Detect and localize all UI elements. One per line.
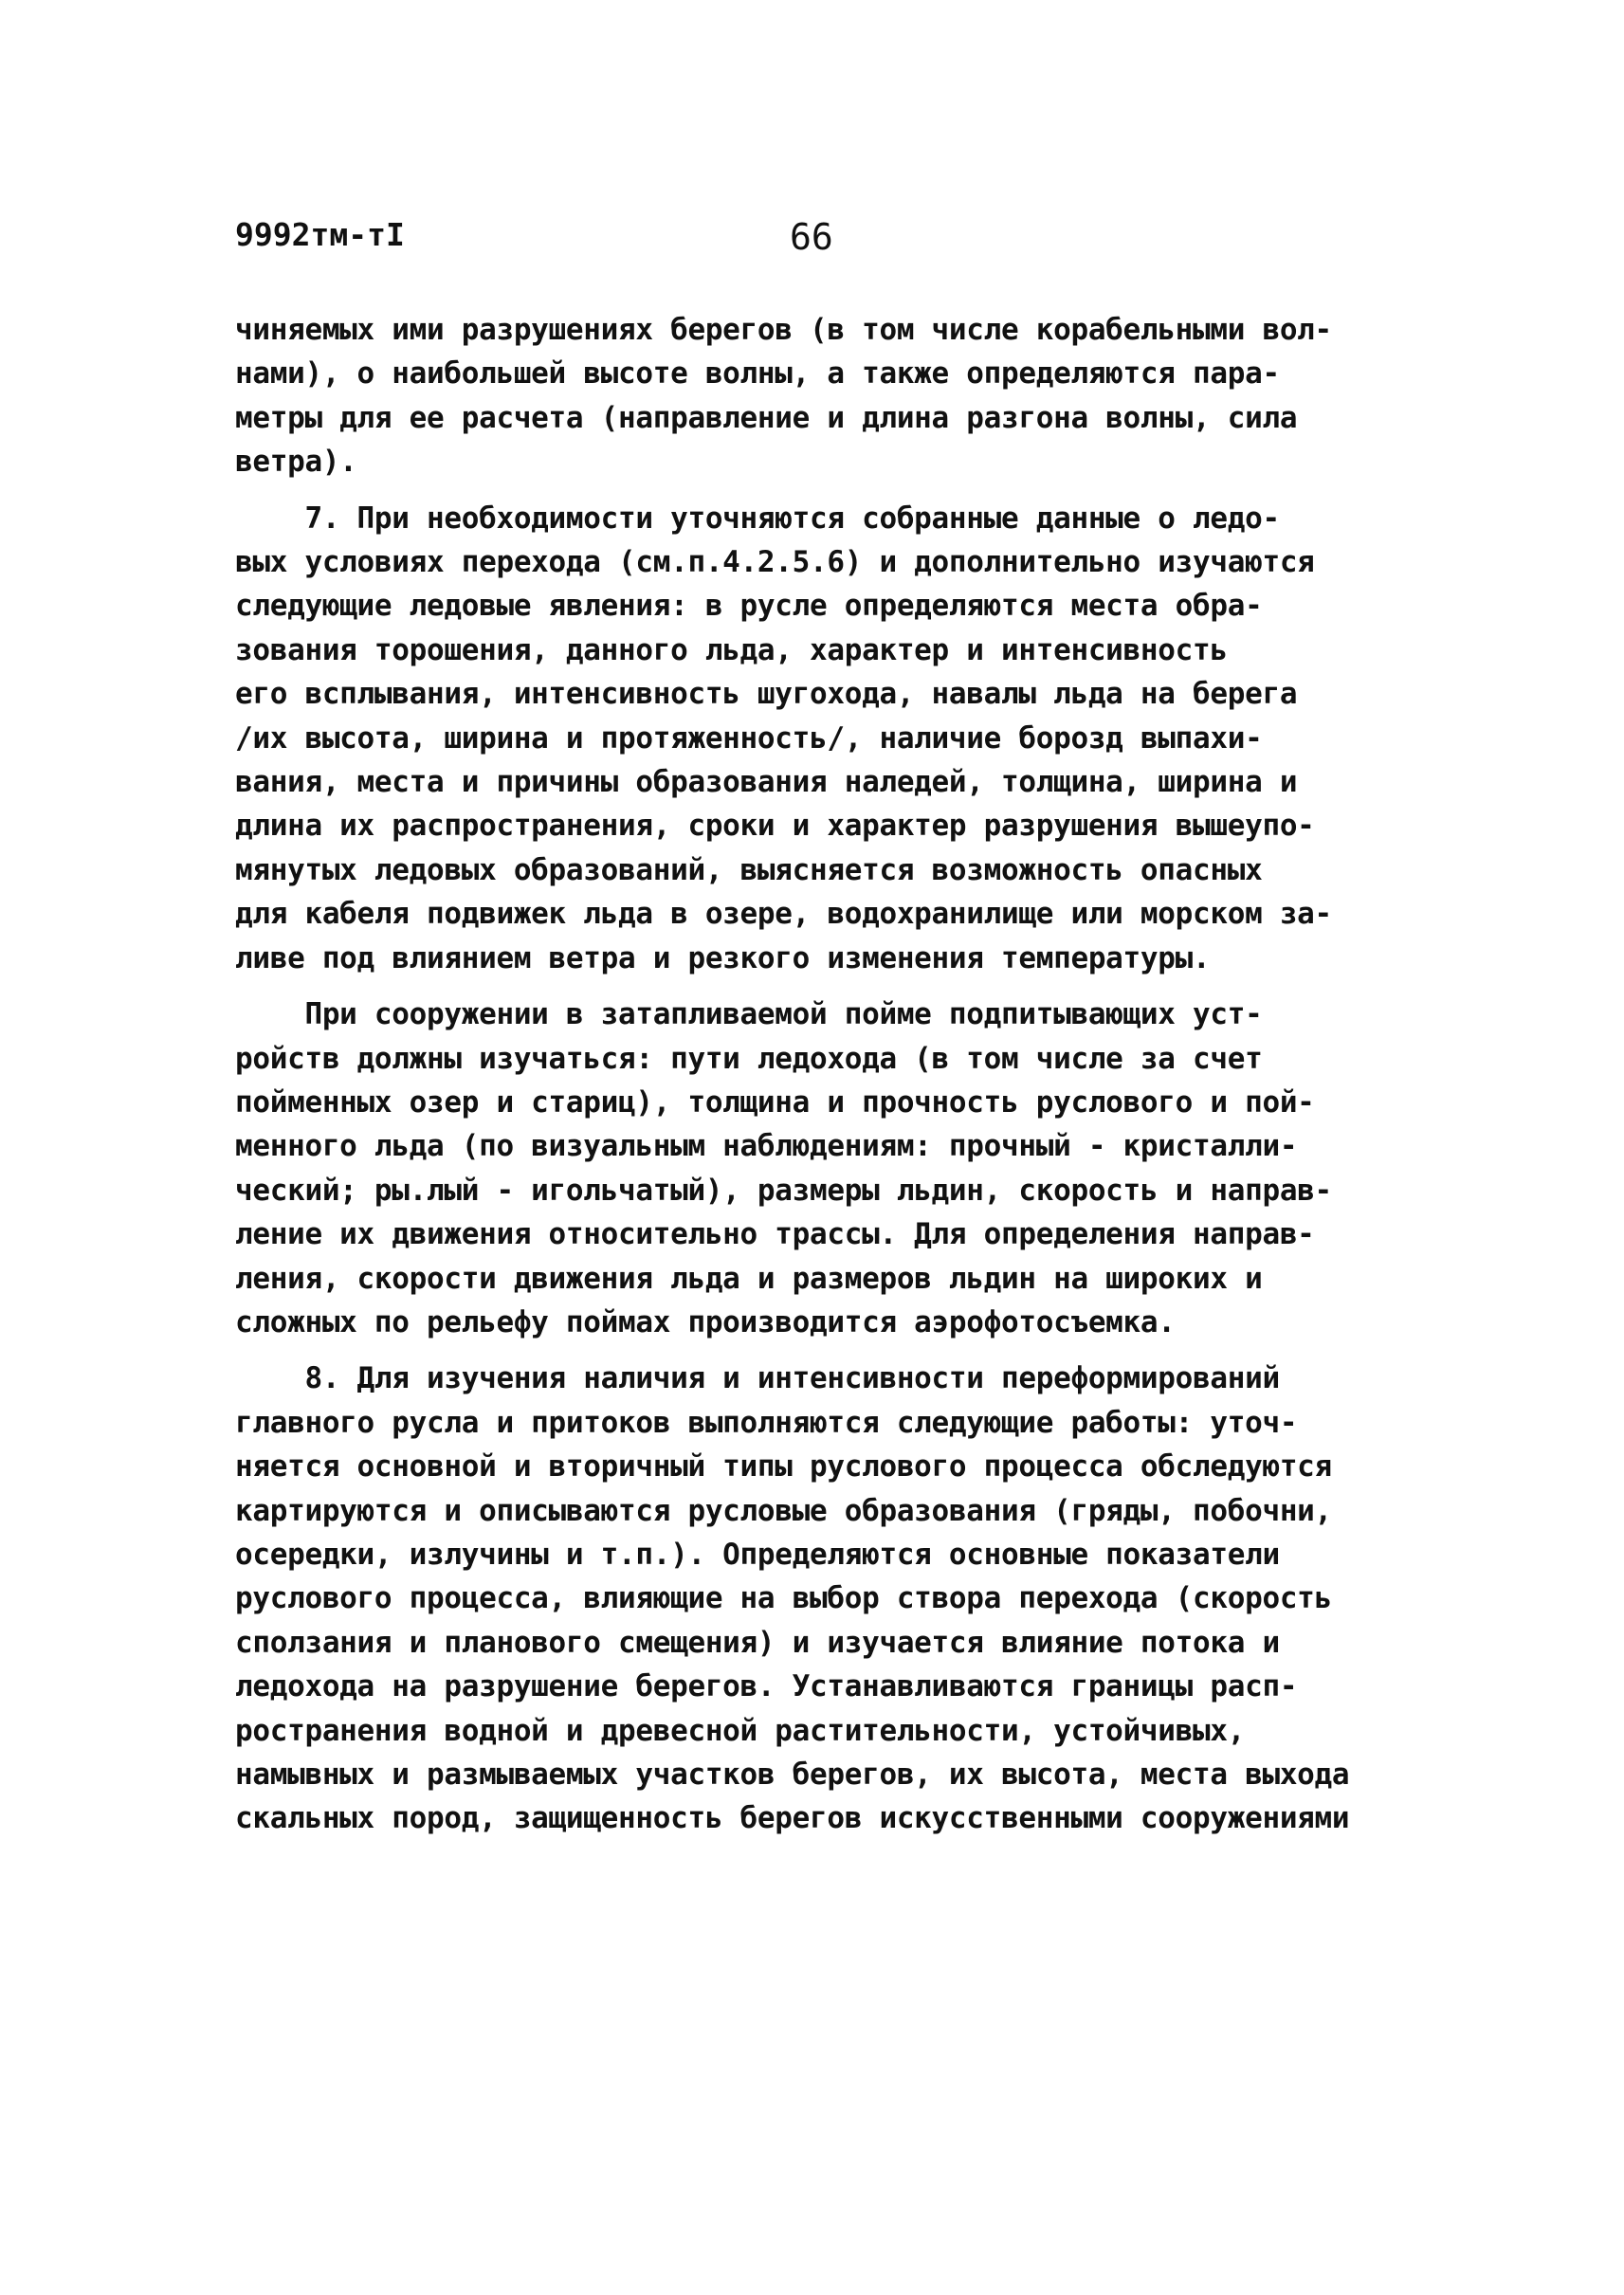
text-line: ления, скорости движения льда и размеров льдин на широких и — [235, 1261, 1263, 1296]
text-line: сложных по рельефу поймах производится аэрофотосъемка. — [235, 1304, 1176, 1339]
text-line: 7. При необходимости уточняются собранные данные о ледо- — [235, 501, 1280, 536]
text-line: менного льда (по визуальным наблюдениям: прочный - кристалли- — [235, 1129, 1298, 1164]
text-line: ространения водной и древесной растительности, устойчивых, — [235, 1713, 1246, 1748]
text-line: ройств должны изучаться: пути ледохода (в том числе за счет — [235, 1041, 1263, 1076]
text-line: метры для ее расчета (направление и длина разгона волны, сила — [235, 400, 1298, 435]
text-line: 8. Для изучения наличия и интенсивности переформирований — [235, 1361, 1280, 1396]
text-line: зования торошения, данного льда, характер и интенсивность — [235, 632, 1228, 667]
text-line: нами), о наибольшей высоте волны, а также определяются пара- — [235, 356, 1280, 392]
text-line: следующие ледовые явления: в русле определяются места обра- — [235, 589, 1263, 624]
text-line: картируются и описываются русловые образования (гряды, побочни, — [235, 1493, 1332, 1528]
text-line: /их высота, ширина и протяженность/, наличие борозд выпахи- — [235, 720, 1263, 756]
text-line: длина их распространения, сроки и характер разрушения вышеупо- — [235, 809, 1315, 844]
paragraph-item-8-channel-process — [235, 1357, 1420, 1840]
text-line: При сооружении в затапливаемой пойме подпитывающих уст- — [235, 997, 1263, 1032]
page-number: 66 — [790, 216, 833, 258]
text-line: для кабеля подвижек льда в озере, водохранилище или морском за- — [235, 897, 1332, 932]
paragraph-floodplain-devices — [235, 993, 1420, 1344]
text-line: руслового процесса, влияющие на выбор створа перехода (скорость — [235, 1581, 1332, 1616]
text-line: его всплывания, интенсивность шугохода, навалы льда на берега — [235, 677, 1298, 712]
text-line: пойменных озер и стариц), толщина и прочность руслового и пой- — [235, 1084, 1315, 1120]
text-line: вания, места и причины образования наледей, толщина, ширина и — [235, 765, 1298, 800]
text-line: сползания и планового смещения) и изучается влияние потока и — [235, 1625, 1280, 1660]
text-line: чиняемых ими разрушениях берегов (в том числе корабельными вол- — [235, 313, 1332, 347]
text-line: ветра). — [235, 445, 357, 480]
document-code: 9992тм-тI — [235, 216, 405, 253]
text-line: осередки, излучины и т.п.). Определяются основные показатели — [235, 1537, 1280, 1572]
page-header — [235, 216, 1411, 264]
text-line: намывных и размываемых участков берегов, их высота, места выхода — [235, 1758, 1350, 1792]
text-line: ливе под влиянием ветра и резкого изменения температуры. — [235, 940, 1211, 975]
paragraph-item-7-ice-conditions — [235, 497, 1420, 980]
text-line: ледохода на разрушение берегов. Устанавливаются границы расп- — [235, 1669, 1298, 1704]
text-line: скальных пород, защищенность берегов искусственными сооружениями — [235, 1801, 1350, 1836]
document-body — [235, 308, 1420, 1853]
text-line: няется основной и вторичный типы руслового процесса обследуются — [235, 1449, 1332, 1484]
text-line: вых условиях перехода (см.п.4.2.5.6) и дополнительно изучаются — [235, 545, 1315, 580]
text-line: ческий; ры.лый - игольчатый), размеры льдин, скорость и направ- — [235, 1173, 1332, 1208]
text-line: мянутых ледовых образований, выясняется возможность опасных — [235, 852, 1263, 887]
text-line: ление их движения относительно трассы. Для определения направ- — [235, 1217, 1315, 1252]
text-line: главного русла и притоков выполняются следующие работы: уточ- — [235, 1405, 1298, 1440]
paragraph-wave-erosion — [235, 308, 1420, 484]
